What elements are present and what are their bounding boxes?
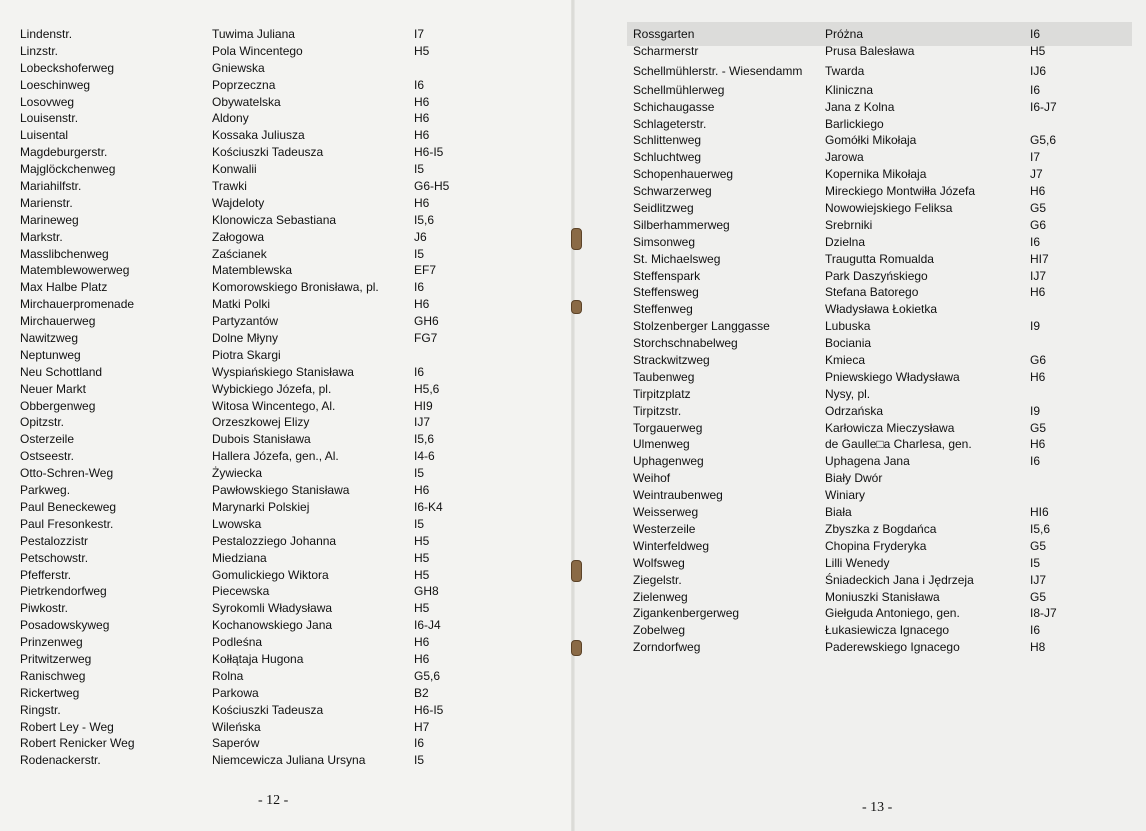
- entry-german: Pritwitzerweg: [20, 651, 92, 666]
- entry-polish: Karłowicza Mieczysława: [825, 420, 955, 435]
- entry-polish: Stefana Batorego: [825, 285, 919, 300]
- entry-german: Prinzenweg: [20, 635, 83, 650]
- entry-polish: de Gaulle□a Charlesa, gen.: [825, 437, 972, 452]
- entry-polish: Obywatelska: [212, 94, 281, 109]
- entry-german: Ziegelstr.: [633, 572, 682, 587]
- entry-grid: HI7: [1030, 251, 1049, 266]
- entry-german: Rodenackerstr.: [20, 753, 101, 768]
- entry-grid: H6: [1030, 369, 1046, 384]
- entry-grid: HI9: [414, 398, 433, 413]
- entry-polish: Lubuska: [825, 319, 871, 334]
- entry-german: Schlittenweg: [633, 133, 702, 148]
- entry-german: Strackwitzweg: [633, 353, 710, 368]
- staple-icon: [571, 560, 582, 582]
- entry-grid: I5: [414, 753, 425, 768]
- entry-polish: Giełguda Antoniego, gen.: [825, 606, 960, 621]
- entry-grid: I6: [414, 77, 425, 92]
- entry-german: Neuer Markt: [20, 381, 87, 396]
- entry-grid: I9: [1030, 403, 1041, 418]
- entry-polish: Podleśna: [212, 635, 263, 650]
- entry-grid: FG7: [414, 331, 438, 346]
- entry-grid: IJ7: [1030, 268, 1047, 283]
- entry-german: Ranischweg: [20, 668, 86, 683]
- entry-polish: Barlickiego: [825, 116, 884, 131]
- entry-german: Obbergenweg: [20, 398, 96, 413]
- entry-grid: EF7: [414, 263, 437, 278]
- entry-grid: I7: [414, 27, 425, 41]
- entry-grid: [1030, 386, 1090, 403]
- entry-polish: Orzeszkowej Elizy: [212, 415, 310, 430]
- entry-polish: Kossaka Juliusza: [212, 128, 305, 143]
- entry-german: Westerzeile: [633, 521, 696, 536]
- entry-grid: H5: [1030, 43, 1046, 58]
- entry-polish: Witosa Wincentego, Al.: [212, 398, 336, 413]
- entry-polish: Żywiecka: [212, 466, 263, 481]
- entry-german: Silberhammerweg: [633, 217, 730, 232]
- entry-german: Loeschinweg: [20, 77, 91, 92]
- entry-grid: J6: [414, 229, 427, 244]
- entry-grid: I9: [1030, 319, 1041, 334]
- entry-german: Simsonweg: [633, 234, 696, 249]
- entry-german: Steffensweg: [633, 285, 699, 300]
- entry-grid: I5: [414, 162, 425, 177]
- entry-german: Petschowstr.: [20, 550, 89, 565]
- entry-german: Ringstr.: [20, 702, 61, 717]
- entry-german: Storchschnabelweg: [633, 336, 738, 351]
- entry-polish: Partyzantów: [212, 314, 279, 329]
- entry-grid: G5: [1030, 589, 1047, 604]
- entry-polish: Uphagena Jana: [825, 454, 910, 469]
- entry-german: Mirchauerpromenade: [20, 297, 135, 312]
- entry-grid: I6: [1030, 623, 1041, 638]
- entry-polish: Poprzeczna: [212, 77, 276, 92]
- entry-polish: Dubois Stanisława: [212, 432, 311, 447]
- entry-polish: Kopernika Mikołaja: [825, 167, 927, 182]
- entry-grid: [1030, 335, 1090, 352]
- entry-german: Zobelweg: [633, 623, 686, 638]
- entry-grid: H5,6: [414, 381, 440, 396]
- entry-german: Winterfeldweg: [633, 538, 710, 553]
- entry-german: Nawitzweg: [20, 331, 79, 346]
- entry-grid: J7: [1030, 167, 1043, 182]
- entry-german: Steffenspark: [633, 268, 701, 283]
- entry-polish: Srebrniki: [825, 217, 873, 232]
- entry-grid: GH8: [414, 584, 439, 599]
- entry-grid: I6: [414, 364, 425, 379]
- entry-polish: Wyspiańskiego Stanisława: [212, 364, 354, 379]
- entry-german: Max Halbe Platz: [20, 280, 108, 295]
- entry-grid: I6-J7: [1030, 99, 1057, 114]
- entry-polish: Gomółki Mikołaja: [825, 133, 917, 148]
- entry-polish: Lwowska: [212, 516, 262, 531]
- entry-grid: H6: [414, 635, 430, 650]
- entry-polish: Hallera Józefa, gen., Al.: [212, 449, 339, 464]
- entry-polish: Jana z Kolna: [825, 99, 895, 114]
- entry-german: Robert Renicker Weg: [20, 736, 135, 751]
- entry-german: Parkweg.: [20, 483, 71, 498]
- entry-german: Schopenhauerweg: [633, 167, 734, 182]
- entry-grid: [1030, 116, 1090, 133]
- entry-grid: G5,6: [414, 668, 441, 683]
- entry-german: Schichaugasse: [633, 99, 715, 114]
- entry-grid: I4-6: [414, 449, 435, 464]
- entry-german: Robert Ley - Weg: [20, 719, 114, 734]
- entry-grid: I5: [1030, 555, 1041, 570]
- entry-grid: G6: [1030, 353, 1047, 368]
- entry-grid: I5: [414, 466, 425, 481]
- entry-polish: Wajdeloty: [212, 195, 265, 210]
- entry-polish: Aldony: [212, 111, 249, 126]
- entry-german: Torgauerweg: [633, 420, 703, 435]
- entry-polish: Piecewska: [212, 584, 270, 599]
- entry-grid: [414, 60, 474, 77]
- entry-polish: Wybickiego Józefa, pl.: [212, 381, 332, 396]
- entry-polish: Klonowicza Sebastiana: [212, 212, 337, 227]
- entry-grid: H6: [414, 651, 430, 666]
- entry-german: Magdeburgerstr.: [20, 145, 108, 160]
- entry-polish: Pniewskiego Władysława: [825, 369, 960, 384]
- entry-grid: I6: [1030, 82, 1041, 97]
- entry-grid: I6-K4: [414, 499, 443, 514]
- entry-polish: Lilli Wenedy: [825, 555, 890, 570]
- entry-german: Luisental: [20, 128, 69, 143]
- entry-polish: Załogowa: [212, 229, 265, 244]
- entry-german: Otto-Schren-Weg: [20, 466, 114, 481]
- entry-polish: Winiary: [825, 488, 866, 503]
- entry-polish: Zbyszka z Bogdańca: [825, 521, 937, 536]
- entry-polish: Mireckiego Montwiłła Józefa: [825, 184, 976, 199]
- entry-polish: Kmieca: [825, 353, 866, 368]
- entry-polish: Komorowskiego Bronisława, pl.: [212, 280, 379, 295]
- entry-grid: H5: [414, 533, 430, 548]
- entry-polish: Próżna: [825, 27, 864, 41]
- entry-polish: Pola Wincentego: [212, 43, 303, 58]
- entry-grid: H5: [414, 43, 430, 58]
- entry-grid: I5,6: [414, 212, 435, 227]
- entry-polish: Zaścianek: [212, 246, 267, 261]
- entry-german: Marineweg: [20, 212, 79, 227]
- entry-german: Louisenstr.: [20, 111, 79, 126]
- entry-german: Pfefferstr.: [20, 567, 72, 582]
- entry-grid: HI6: [1030, 505, 1049, 520]
- entry-german: St. Michaelsweg: [633, 251, 721, 266]
- entry-polish: Wileńska: [212, 719, 261, 734]
- entry-grid: G5: [1030, 201, 1047, 216]
- entry-german: Steffenweg: [633, 302, 693, 317]
- entry-german: Zigankenbergerweg: [633, 606, 740, 621]
- german-names-column: [633, 26, 825, 656]
- entry-grid: H6-I5: [414, 702, 444, 717]
- entry-grid: I6: [414, 280, 425, 295]
- entry-polish: Dolne Młyny: [212, 331, 279, 346]
- entry-grid: I7: [1030, 150, 1041, 165]
- entry-grid: H6: [414, 94, 430, 109]
- entry-german: Schellmühlerweg: [633, 82, 725, 97]
- entry-german: Seidlitzweg: [633, 201, 694, 216]
- entry-german: Schlageterstr.: [633, 116, 707, 131]
- staple-icon: [571, 640, 582, 656]
- entry-polish: Saperów: [212, 736, 260, 751]
- entry-polish: Nysy, pl.: [825, 386, 871, 401]
- entry-polish: Pestalozziego Johanna: [212, 533, 337, 548]
- entry-german: Pietrkendorfweg: [20, 584, 107, 599]
- entry-grid: G5: [1030, 538, 1047, 553]
- entry-polish: Biały Dwór: [825, 471, 883, 486]
- entry-german: Taubenweg: [633, 369, 695, 384]
- entry-german: Pestalozzistr: [20, 533, 89, 548]
- entry-polish: Piotra Skargi: [212, 347, 281, 362]
- entry-german: Weihof: [633, 471, 671, 486]
- entry-grid: H6: [1030, 184, 1046, 199]
- entry-german: Zielenweg: [633, 589, 688, 604]
- entry-grid: H6: [414, 483, 430, 498]
- entry-german: Tirpitzplatz: [633, 386, 691, 401]
- entry-german: Weintraubenweg: [633, 488, 723, 503]
- entry-grid: H6: [414, 297, 430, 312]
- entry-german: Ulmenweg: [633, 437, 690, 452]
- entry-grid: I5: [414, 516, 425, 531]
- polish-names-column: [212, 26, 412, 769]
- entry-polish: Matki Polki: [212, 297, 271, 312]
- entry-grid: I6: [414, 736, 425, 751]
- entry-grid: [1030, 470, 1090, 487]
- entry-german: Wolfsweg: [633, 555, 685, 570]
- entry-german: Masslibchenweg: [20, 246, 109, 261]
- entry-german: Osterzeile: [20, 432, 75, 447]
- entry-grid: I8-J7: [1030, 606, 1057, 621]
- entry-polish: Śniadeckich Jana i Jędrzeja: [825, 572, 974, 587]
- entry-polish: Dzielna: [825, 234, 866, 249]
- entry-grid: [414, 347, 474, 364]
- entry-grid: I5,6: [414, 432, 435, 447]
- entry-polish: Kościuszki Tadeusza: [212, 145, 324, 160]
- grid-reference-column: [1030, 26, 1090, 656]
- entry-grid: H5: [414, 601, 430, 616]
- entry-grid: H6: [1030, 285, 1046, 300]
- entry-grid: I6: [1030, 27, 1041, 41]
- entry-german: Marienstr.: [20, 195, 73, 210]
- entry-grid: G6-H5: [414, 179, 450, 194]
- entry-grid: I5: [414, 246, 425, 261]
- entry-german: Mariahilfstr.: [20, 179, 82, 194]
- entry-german: Paul Fresonkestr.: [20, 516, 114, 531]
- page-fold: [571, 0, 575, 831]
- entry-polish: Gomulickiego Wiktora: [212, 567, 329, 582]
- entry-german: Lobeckshoferweg: [20, 60, 115, 75]
- entry-grid: G6: [1030, 217, 1047, 232]
- grid-reference-column: [414, 26, 474, 769]
- entry-polish: Parkowa: [212, 685, 259, 700]
- entry-polish: Biała: [825, 505, 852, 520]
- entry-polish: Łukasiewicza Ignacego: [825, 623, 950, 638]
- entry-german: Rossgarten: [633, 27, 695, 41]
- entry-german: Scharmerstr: [633, 43, 699, 58]
- entry-polish: Twarda: [825, 63, 865, 78]
- entry-polish: Konwalii: [212, 162, 257, 177]
- entry-polish: Odrzańska: [825, 403, 884, 418]
- entry-polish: Marynarki Polskiej: [212, 499, 310, 514]
- entry-grid: I5,6: [1030, 521, 1051, 536]
- entry-grid: H5: [414, 550, 430, 565]
- entry-polish: Park Daszyńskiego: [825, 268, 928, 283]
- entry-polish: Jarowa: [825, 150, 864, 165]
- entry-german: Schellmühlerstr. - Wiesendamm: [633, 63, 803, 78]
- entry-grid: I6-J4: [414, 618, 441, 633]
- entry-german: Losovweg: [20, 94, 75, 109]
- entry-german: Rickertweg: [20, 685, 80, 700]
- entry-german: Linzstr.: [20, 43, 59, 58]
- entry-grid: H8: [1030, 640, 1046, 655]
- entry-german: Uphagenweg: [633, 454, 704, 469]
- entry-german: Zorndorfweg: [633, 640, 701, 655]
- entry-grid: H6: [414, 111, 430, 126]
- entry-german: Matemblewowerweg: [20, 263, 130, 278]
- entry-grid: G5: [1030, 420, 1047, 435]
- entry-german: Piwkostr.: [20, 601, 69, 616]
- entry-grid: H6: [414, 128, 430, 143]
- entry-polish: Prusa Balesława: [825, 43, 915, 58]
- entry-grid: H6: [414, 195, 430, 210]
- entry-polish: Kołłątaja Hugona: [212, 651, 304, 666]
- entry-polish: Pawłowskiego Stanisława: [212, 483, 350, 498]
- entry-grid: IJ7: [1030, 572, 1047, 587]
- entry-polish: Chopina Fryderyka: [825, 538, 927, 553]
- entry-german: Lindenstr.: [20, 27, 73, 41]
- entry-german: Neu Schottland: [20, 364, 103, 379]
- entry-polish: Traugutta Romualda: [825, 251, 934, 266]
- page-number-right: - 13 -: [862, 800, 893, 815]
- entry-grid: [1030, 487, 1090, 504]
- entry-polish: Gniewska: [212, 60, 265, 75]
- entry-german: Posadowskyweg: [20, 618, 110, 633]
- entry-polish: Syrokomli Władysława: [212, 601, 333, 616]
- entry-german: Markstr.: [20, 229, 63, 244]
- entry-german: Tirpitzstr.: [633, 403, 682, 418]
- entry-german: Mirchauerweg: [20, 314, 96, 329]
- entry-german: Stolzenberger Langgasse: [633, 319, 770, 334]
- entry-grid: H5: [414, 567, 430, 582]
- entry-polish: Trawki: [212, 179, 247, 194]
- entry-polish: Tuwima Juliana: [212, 27, 295, 41]
- entry-german: Schwarzerweg: [633, 184, 712, 199]
- entry-grid: G5,6: [1030, 133, 1057, 148]
- entry-polish: Niemcewicza Juliana Ursyna: [212, 753, 366, 768]
- entry-grid: H6: [1030, 437, 1046, 452]
- entry-german: Schluchtweg: [633, 150, 702, 165]
- entry-polish: Kliniczna: [825, 82, 874, 97]
- entry-grid: IJ6: [1030, 63, 1047, 78]
- staple-icon: [571, 300, 582, 314]
- entry-grid: IJ7: [414, 415, 431, 430]
- entry-german: Ostseestr.: [20, 449, 75, 464]
- entry-polish: Moniuszki Stanisława: [825, 589, 940, 604]
- entry-german: Opitzstr.: [20, 415, 65, 430]
- entry-grid: I6: [1030, 234, 1041, 249]
- entry-polish: Bociania: [825, 336, 872, 351]
- entry-german: Neptunweg: [20, 347, 81, 362]
- entry-german: Weisserweg: [633, 505, 699, 520]
- polish-names-column: [825, 26, 1030, 656]
- entry-grid: B2: [414, 685, 429, 700]
- page-number-left: - 12 -: [258, 793, 289, 808]
- staple-icon: [571, 228, 582, 250]
- entry-polish: Miedziana: [212, 550, 267, 565]
- entry-grid: H7: [414, 719, 430, 734]
- entry-grid: I6: [1030, 454, 1041, 469]
- entry-polish: Władysława Łokietka: [825, 302, 938, 317]
- entry-grid: [1030, 301, 1090, 318]
- entry-polish: Kościuszki Tadeusza: [212, 702, 324, 717]
- entry-polish: Rolna: [212, 668, 244, 683]
- german-names-column: [20, 26, 210, 769]
- entry-german: Majglöckchenweg: [20, 162, 116, 177]
- entry-polish: Paderewskiego Ignacego: [825, 640, 960, 655]
- entry-german: Paul Beneckeweg: [20, 499, 117, 514]
- entry-grid: H6-I5: [414, 145, 444, 160]
- entry-polish: Kochanowskiego Jana: [212, 618, 333, 633]
- entry-grid: GH6: [414, 314, 439, 329]
- entry-polish: Matemblewska: [212, 263, 293, 278]
- entry-polish: Nowowiejskiego Feliksa: [825, 201, 953, 216]
